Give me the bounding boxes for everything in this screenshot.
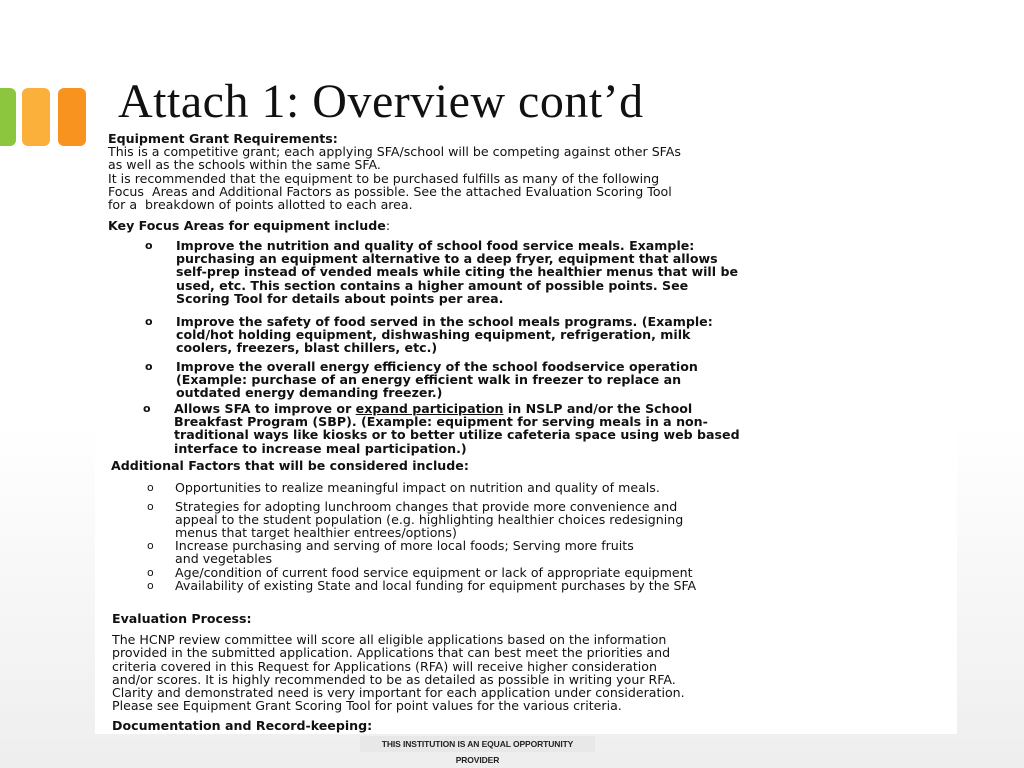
bullet-icon: o — [147, 500, 154, 513]
focus-item-line: cold/hot holding equipment, dishwashing equipment, refrigeration, milk — [176, 327, 691, 343]
focus-item-line: self-prep instead of vended meals while citing the healthier menus that will be — [176, 264, 738, 280]
evaluation-line: provided in the submitted application. Applications that can best meet the priorities and — [112, 645, 671, 661]
equal-opportunity-footer: THIS INSTITUTION IS AN EQUAL OPPORTUNITY PROVIDER — [360, 736, 595, 752]
additional-item-line: Age/condition of current food service equipment or lack of appropriate equipment — [175, 565, 693, 580]
documentation-heading: Documentation and Record-keeping: — [112, 718, 373, 733]
additional-item-line: menus that target healthier entrees/options) — [175, 525, 457, 541]
accent-bars — [0, 88, 92, 148]
expand-participation-link[interactable]: expand participation — [355, 401, 504, 416]
slide-title: Attach 1: Overview cont’d — [118, 75, 644, 128]
focus-item-line: coolers, freezers, blast chillers, etc.) — [176, 340, 438, 356]
evaluation-line: The HCNP review committee will score all eligible applications based on the information — [112, 632, 667, 648]
additional-item — [147, 500, 957, 540]
focus-heading — [108, 219, 957, 232]
requirements-line: This is a competitive grant; each applying SFA/school will be competing against other SFAs — [108, 144, 681, 160]
evaluation-section — [112, 612, 957, 712]
focus-heading-text: Key Focus Areas for equipment include — [108, 218, 386, 233]
focus-item-line: traditional ways like kiosks or to better utilize cafeteria space using web based — [174, 427, 740, 443]
accent-bar-yellow — [22, 88, 50, 146]
focus-item — [143, 402, 957, 455]
focus-item-line: outdated energy demanding freezer.) — [176, 385, 443, 401]
requirements-section — [108, 132, 957, 211]
focus-item-line: Breakfast Program (SBP). (Example: equipment for serving meals in a non- — [174, 414, 708, 430]
focus-item-line: used, etc. This section contains a higher amount of possible points. See — [176, 277, 689, 293]
requirements-line: for a breakdown of points allotted to each area. — [108, 197, 413, 213]
additional-item-line: Opportunities to realize meaningful impact on nutrition and quality of meals. — [175, 480, 660, 495]
focus-item-line: Improve the nutrition and quality of school food service meals. Example: — [176, 238, 695, 253]
evaluation-line: Please see Equipment Grant Scoring Tool for point values for the various criteria. — [112, 698, 622, 714]
bullet-icon: o — [145, 315, 153, 328]
focus-item-text: in NSLP and/or the School — [503, 401, 693, 416]
focus-item — [145, 239, 957, 305]
requirements-line: Focus Areas and Additional Factors as possible. See the attached Evaluation Scoring Tool — [108, 183, 672, 199]
focus-item-line: interface to increase meal participation.) — [174, 440, 467, 456]
focus-areas-section — [108, 218, 957, 456]
evaluation-heading: Evaluation Process: — [112, 611, 252, 626]
evaluation-line: criteria covered in this Request for Applications (RFA) will receive higher consideration — [112, 658, 657, 674]
focus-item-text: Allows SFA to improve or — [174, 401, 356, 416]
additional-item-line: appeal to the student population (e.g. highlighting healthier choices redesigning — [175, 512, 684, 528]
bullet-icon: o — [147, 481, 154, 494]
requirements-line: It is recommended that the equipment to be purchased fulfills as many of the following — [108, 170, 660, 186]
additional-factors-section — [111, 458, 957, 593]
evaluation-line: and/or scores. It is highly recommended to be as detailed as possible in writing your RFA. — [112, 671, 676, 687]
evaluation-line: Clarity and demonstrated need is very important for each application under consideration. — [112, 685, 685, 701]
focus-item-line: Improve the safety of food served in the school meals programs. (Example: — [176, 314, 713, 329]
bullet-icon: o — [145, 239, 153, 252]
additional-heading: Additional Factors that will be considered include: — [111, 458, 469, 473]
documentation-section — [112, 719, 957, 732]
additional-item-line: Increase purchasing and serving of more local foods; Serving more fruits — [175, 538, 634, 553]
bullet-icon: o — [147, 539, 154, 552]
additional-item-line: Availability of existing State and local funding for equipment purchases by the SFA — [175, 578, 697, 593]
bullet-icon: o — [147, 566, 154, 579]
requirements-line: as well as the schools within the same SFA. — [108, 157, 381, 173]
focus-heading-colon: : — [385, 218, 391, 233]
accent-bar-green — [0, 88, 16, 146]
accent-bar-orange — [58, 88, 86, 146]
focus-item — [145, 360, 957, 400]
document-image — [95, 130, 957, 734]
additional-item — [147, 481, 957, 494]
bullet-icon: o — [143, 402, 151, 415]
focus-item-line: Improve the overall energy efficiency of the school foodservice operation — [176, 359, 698, 374]
additional-item-line: and vegetables — [175, 551, 273, 567]
focus-item-line: Scoring Tool for details about points per area. — [176, 290, 504, 306]
additional-item — [147, 539, 957, 565]
focus-item-line: (Example: purchase of an energy efficient walk in freezer to replace an — [176, 372, 682, 388]
additional-item-line: Strategies for adopting lunchroom changes that provide more convenience and — [175, 499, 678, 514]
focus-item — [145, 315, 957, 355]
focus-item-line: purchasing an equipment alternative to a deep fryer, equipment that allows — [176, 251, 718, 267]
requirements-heading: Equipment Grant Requirements: — [108, 131, 338, 146]
additional-item — [147, 579, 957, 592]
bullet-icon: o — [145, 360, 153, 373]
bullet-icon: o — [147, 579, 154, 592]
